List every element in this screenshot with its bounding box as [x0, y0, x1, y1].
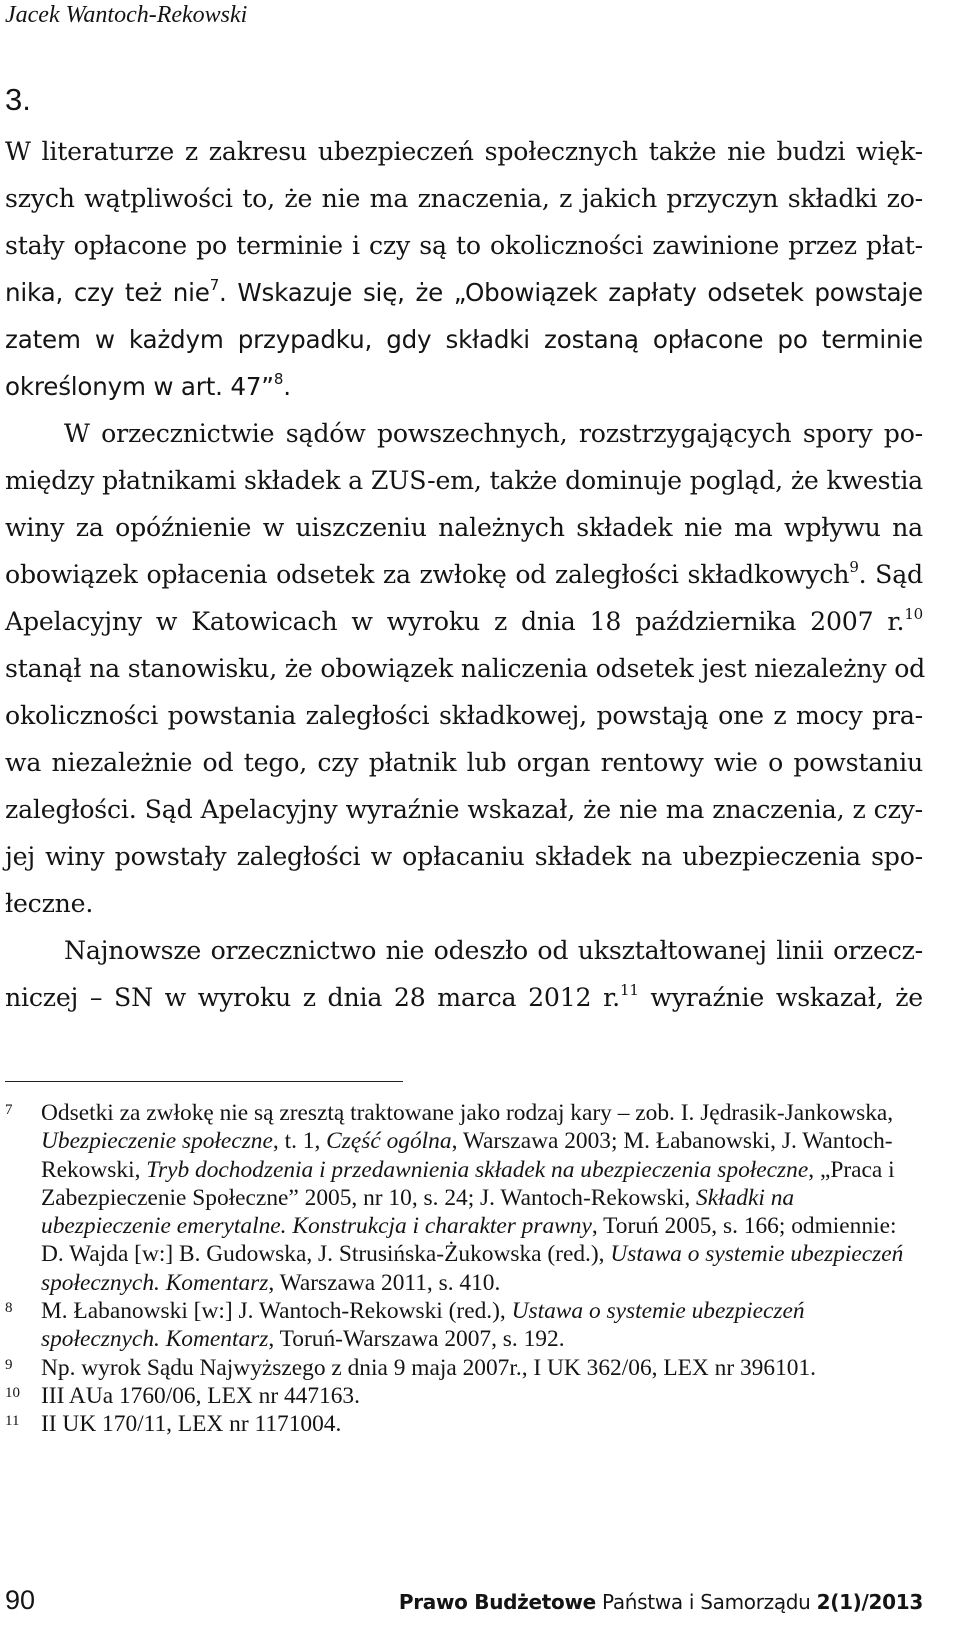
footnote-number: 10 — [5, 1384, 20, 1401]
paragraph-1 — [5, 128, 923, 410]
footnote-segment: Odsetki za zwłokę nie są zresztą traktowane jako rodzaj kary – zob. I. Jędrasik-Jankowska, — [41, 1100, 894, 1126]
footnote-ref: 10 — [904, 605, 923, 623]
footnote-segment: Ustawa o systemie ubezpieczeń społecznych. Komentarz — [41, 1241, 904, 1296]
footnotes — [5, 1099, 923, 1439]
footnote-segment: , Toruń 2005, s. 166; odmiennie: D. Wajda [w:] B. Gudowska, J. Strusińska-Żukowska (red.), — [41, 1213, 897, 1268]
journal-issue: 2(1)/2013 — [816, 1590, 923, 1614]
footnote-number: 9 — [5, 1356, 13, 1373]
footnote-ref: 8 — [273, 370, 284, 388]
text-line: nika, czy też nie$^7$. Wskazuje się, że „Obowiązek zapłaty odsetek powstaje — [5, 276, 923, 307]
text-line: określonym w art. 47”$^8$. — [5, 370, 291, 401]
footnote-segment: , t. 1, — [272, 1128, 327, 1155]
text-line: wa niezależnie od tego, czy płatnik lub organ rentowy wie o powstaniu — [5, 748, 923, 777]
footnote — [5, 1382, 923, 1410]
footnote-segment: Składki na ubezpieczenie emerytalne. Konstrukcja i charakter prawny — [41, 1184, 795, 1240]
footnote-number: 11 — [5, 1413, 20, 1430]
footnote-ref: 11 — [620, 981, 639, 999]
footnote — [5, 1354, 923, 1382]
main-text — [5, 128, 926, 1021]
running-header-author: Jacek Wantoch-Rekowski — [5, 2, 248, 28]
text-line: stanął na stanowisku, że obowiązek naliczenia odsetek jest niezależny od — [5, 654, 926, 683]
paragraph-2 — [5, 410, 926, 927]
footnote-segment: , „Praca i Zabezpieczenie Społeczne” 2005, nr 10, s. 24; J. Wantoch-Rekowski, — [41, 1156, 895, 1211]
footnote-text — [41, 1355, 816, 1381]
footnote-segment: M. Łabanowski [w:] J. Wantoch-Rekowski (red.), — [41, 1298, 512, 1325]
footnote-segment: , Warszawa 2003; M. Łabanowski, J. Wantoch-Rekowski, — [41, 1128, 893, 1183]
text-line: okoliczności powstania zaległości składkowej, powstają one z mocy pra- — [5, 701, 923, 730]
footnote — [5, 1099, 923, 1297]
text-line: zaległości. Sąd Apelacyjny wyraźnie wskazał, że nie ma znaczenia, z czy- — [5, 795, 923, 824]
footnote-text — [41, 1411, 341, 1437]
footnote-segment: , Warszawa 2011, s. 410. — [268, 1269, 501, 1296]
text-line: stały opłacone po terminie i czy są to okoliczności zawinione przez płat- — [5, 231, 923, 260]
page-number: 90 — [5, 1585, 36, 1615]
footnote-segment: II UK 170/11, LEX nr 1171004. — [41, 1411, 342, 1438]
journal-brand — [399, 1590, 923, 1614]
text-line: winy za opóźnienie w uiszczeniu należnych składek nie ma wpływu na — [5, 513, 923, 542]
footnote — [5, 1410, 923, 1438]
footnote-ref: 9 — [849, 558, 859, 576]
text-line: W literaturze z zakresu ubezpieczeń społecznych także nie budzi więk- — [5, 137, 923, 166]
text-line: obowiązek opłacenia odsetek za zwłokę od zaległości składkowych$^9$. Sąd — [5, 558, 923, 589]
text-line: zatem w każdym przypadku, gdy składki zostaną opłacone po terminie — [5, 325, 923, 354]
footnote-segment: Część ogólna — [326, 1128, 452, 1155]
footnote-segment: Ubezpieczenie społeczne — [41, 1128, 273, 1155]
journal-title-bold: Prawo Budżetowe — [398, 1590, 596, 1614]
section-number: 3. — [5, 82, 31, 117]
footnote — [5, 1297, 923, 1354]
footnote-segment: Ustawa o systemie ubezpieczeń społecznych. Komentarz — [41, 1298, 805, 1353]
text-line: Najnowsze orzecznictwo nie odeszło od ukształtowanej linii orzecz- — [64, 936, 923, 965]
footnote-number: 8 — [5, 1300, 13, 1317]
page-footer — [5, 1585, 923, 1621]
footnote-segment: , Toruń-Warszawa 2007, s. 192. — [268, 1326, 565, 1353]
text-line: jej winy powstały zaległości w opłacaniu składek na ubezpieczenia spo- — [5, 842, 923, 871]
footnote-segment: Np. wyrok Sądu Najwyższego z dnia 9 maja 2007r., I UK 362/06, LEX nr 396101. — [41, 1354, 816, 1381]
footnote-ref: 7 — [209, 276, 220, 294]
footnote-separator — [5, 1081, 403, 1082]
footnote-text — [41, 1383, 360, 1409]
footnote-segment: Tryb dochodzenia i przedawnienia składek na ubezpieczenia społeczne — [146, 1156, 809, 1183]
text-line: Apelacyjny w Katowicach w wyroku z dnia 18 października 2007 r.$^{10}$ — [5, 605, 923, 636]
footnote-number: 7 — [5, 1102, 13, 1118]
text-line: łeczne. — [5, 889, 94, 918]
text-line: szych wątpliwości to, że nie ma znaczenia, z jakich przyczyn składki zo- — [5, 184, 923, 213]
paragraph-3 — [5, 927, 923, 1021]
text-line: W orzecznictwie sądów powszechnych, rozstrzygających spory po- — [64, 419, 923, 448]
footnote-text — [41, 1100, 903, 1296]
text-line: między płatnikami składek a ZUS-em, także dominuje pogląd, że kwestia — [5, 466, 923, 495]
text-line: niczej – SN w wyroku z dnia 28 marca 2012 r.$^{11}$ wyraźnie wskazał, że — [5, 981, 923, 1012]
footnote-text — [41, 1298, 805, 1352]
journal-title-regular: Państwa i Samorządu — [601, 1590, 811, 1614]
footnote-segment: III AUa 1760/06, LEX nr 447163. — [41, 1382, 360, 1409]
